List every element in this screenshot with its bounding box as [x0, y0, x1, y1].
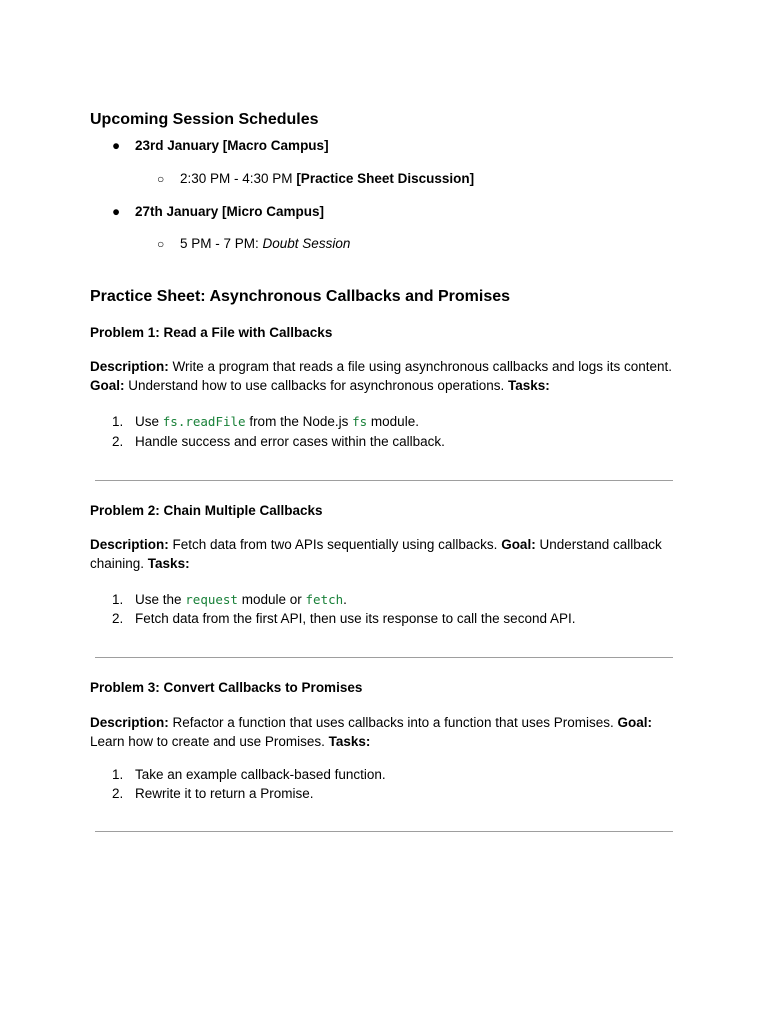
- hollow-bullet-icon: ○: [157, 172, 165, 186]
- description-label: Description:: [90, 537, 169, 552]
- task-item: [112, 414, 419, 429]
- divider: [95, 831, 673, 832]
- schedule-heading: Upcoming Session Schedules: [90, 111, 319, 128]
- task-text: Handle success and error cases within the callback.: [135, 434, 445, 449]
- session-label: Doubt Session: [262, 236, 351, 251]
- hollow-bullet-icon: ○: [157, 237, 165, 251]
- task-number: 1.: [112, 592, 124, 607]
- problem-title: Problem 3: Convert Callbacks to Promises: [90, 680, 363, 695]
- session-date-item: [112, 138, 329, 153]
- task-item: [112, 434, 445, 449]
- session-time: 2:30 PM - 4:30 PM: [180, 171, 297, 186]
- problem-description: [90, 536, 680, 573]
- goal-label: Goal:: [617, 715, 653, 730]
- bullet-icon: ●: [112, 138, 121, 153]
- task-number: 2.: [112, 434, 124, 449]
- task-text: Take an example callback-based function.: [135, 767, 386, 782]
- task-text: from the Node.js: [245, 414, 353, 429]
- problem-description: [90, 358, 680, 395]
- bullet-icon: ●: [112, 204, 121, 219]
- tasks-label: Tasks:: [507, 377, 550, 393]
- task-number: 2.: [112, 786, 124, 801]
- task-text: Use the: [135, 592, 186, 607]
- task-text: Fetch data from the first API, then use its response to call the second API.: [135, 611, 576, 626]
- session-date: 23rd January [Macro Campus]: [135, 138, 329, 153]
- session-date-item: [112, 204, 324, 219]
- inline-code: request: [185, 592, 238, 607]
- divider: [95, 657, 673, 658]
- description-label: Description:: [90, 359, 169, 374]
- tasks-label: Tasks:: [147, 555, 190, 571]
- task-number: 1.: [112, 414, 124, 429]
- session-label: [Practice Sheet Discussion]: [296, 171, 475, 186]
- goal-text: Learn how to create and use Promises.: [90, 733, 329, 749]
- session-slot-item: [157, 236, 350, 251]
- goal-label: Goal:: [501, 537, 536, 552]
- task-item: [112, 611, 575, 626]
- goal-text: Understand how to use callbacks for asynchronous operations.: [124, 377, 508, 393]
- description-text: Refactor a function that uses callbacks into a function that uses Promises.: [168, 715, 618, 730]
- task-number: 1.: [112, 767, 124, 782]
- inline-code: fs.readFile: [162, 414, 246, 429]
- task-item: [112, 767, 386, 782]
- goal-text: Understand callback chaining.: [90, 537, 662, 571]
- task-text: Use: [135, 414, 163, 429]
- task-text: module.: [367, 414, 419, 429]
- problem-description: [90, 714, 680, 751]
- session-date: 27th January [Micro Campus]: [135, 204, 325, 219]
- task-text: .: [343, 592, 347, 607]
- description-text: Fetch data from two APIs sequentially using callbacks.: [168, 537, 502, 552]
- inline-code: fetch: [305, 592, 344, 607]
- task-text: module or: [237, 592, 306, 607]
- goal-label: Goal:: [90, 377, 125, 393]
- task-text: Rewrite it to return a Promise.: [135, 786, 314, 801]
- description-text: Write a program that reads a file using asynchronous callbacks and logs its content.: [168, 359, 673, 374]
- divider: [95, 480, 673, 481]
- description-label: Description:: [90, 715, 169, 730]
- session-time: 5 PM - 7 PM:: [180, 236, 263, 251]
- problem-title: Problem 2: Chain Multiple Callbacks: [90, 503, 323, 518]
- inline-code: fs: [352, 414, 368, 429]
- tasks-label: Tasks:: [328, 733, 371, 749]
- practice-sheet-heading: Practice Sheet: Asynchronous Callbacks and Promises: [90, 288, 511, 305]
- session-slot-item: [157, 171, 474, 186]
- problem-title: Problem 1: Read a File with Callbacks: [90, 325, 333, 340]
- task-item: [112, 786, 314, 801]
- task-number: 2.: [112, 611, 124, 626]
- task-item: [112, 592, 347, 607]
